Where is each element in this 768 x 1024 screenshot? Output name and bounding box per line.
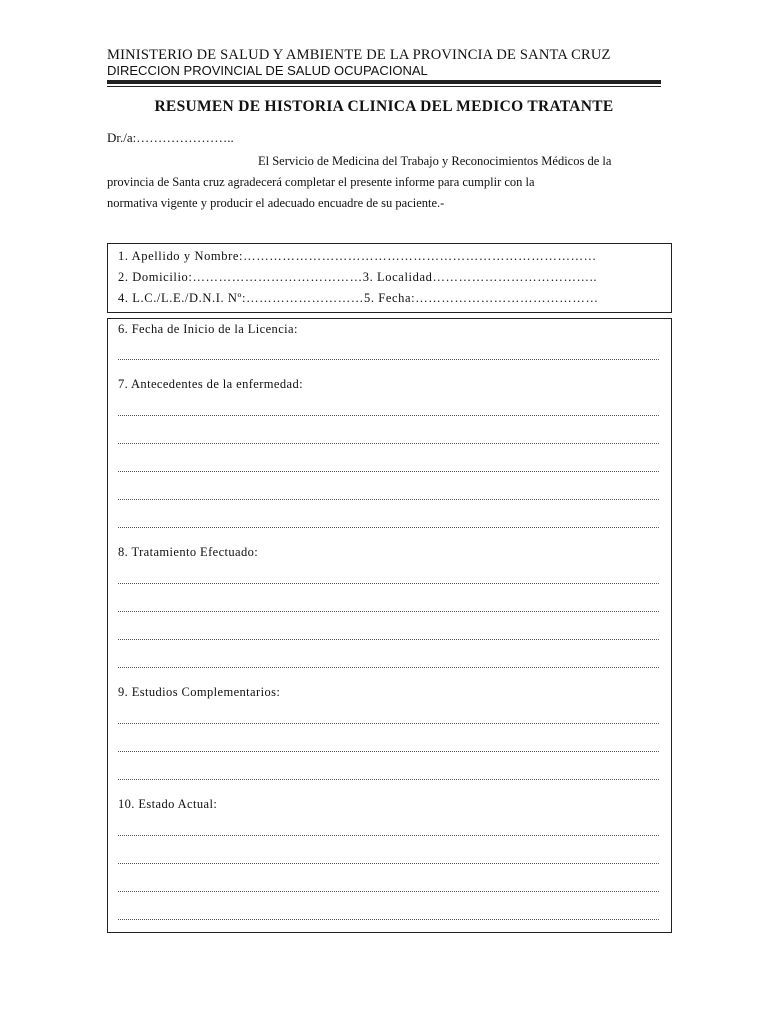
intro-line-1: El Servicio de Medicina del Trabajo y Reconocimientos Médicos de la xyxy=(258,154,612,168)
section-10-line[interactable] xyxy=(118,877,659,892)
patient-data-box xyxy=(107,243,672,313)
direction-subheading: DIRECCION PROVINCIAL DE SALUD OCUPACIONAL xyxy=(107,63,428,78)
section-7-label: 7. Antecedentes de la enfermedad: xyxy=(118,377,303,391)
section-10-label: 10. Estado Actual: xyxy=(118,797,218,811)
section-9-line[interactable] xyxy=(118,709,659,724)
section-9-line[interactable] xyxy=(118,737,659,752)
section-7-line[interactable] xyxy=(118,457,659,472)
section-8-label: 8. Tratamiento Efectuado: xyxy=(118,545,259,559)
section-7-line[interactable] xyxy=(118,513,659,528)
clinical-summary-box xyxy=(107,318,672,933)
section-6-line[interactable] xyxy=(118,345,659,360)
id-date-field[interactable]: 4. L.C./L.E./D.N.I. Nº:………………………5. Fecha:…………………………………… xyxy=(118,291,599,305)
section-9-line[interactable] xyxy=(118,765,659,780)
ministry-heading: MINISTERIO DE SALUD Y AMBIENTE DE LA PROVINCIA DE SANTA CRUZ xyxy=(107,47,611,63)
section-7-line[interactable] xyxy=(118,429,659,444)
section-8-line[interactable] xyxy=(118,625,659,640)
header-rule-thick xyxy=(107,80,661,84)
section-7-line[interactable] xyxy=(118,401,659,416)
address-locality-field[interactable]: 2. Domicilio:…………………………………3. Localidad……………………………….. xyxy=(118,270,598,284)
section-6-label: 6. Fecha de Inicio de la Licencia: xyxy=(118,322,298,336)
section-8-line[interactable] xyxy=(118,569,659,584)
section-7-line[interactable] xyxy=(118,485,659,500)
intro-line-3: normativa vigente y producir el adecuado encuadre de su paciente.- xyxy=(107,196,445,210)
intro-line-2: provincia de Santa cruz agradecerá completar el presente informe para cumplir con la xyxy=(107,175,535,189)
section-10-line[interactable] xyxy=(118,821,659,836)
name-field[interactable]: 1. Apellido y Nombre:……………………………………………………………………… xyxy=(118,249,597,263)
section-8-line[interactable] xyxy=(118,597,659,612)
section-10-line[interactable] xyxy=(118,849,659,864)
section-9-label: 9. Estudios Complementarios: xyxy=(118,685,281,699)
addressee-field[interactable]: Dr./a:………………….. xyxy=(107,130,234,145)
section-10-line[interactable] xyxy=(118,905,659,920)
header-rule-thin xyxy=(107,86,661,87)
section-8-line[interactable] xyxy=(118,653,659,668)
document-title: RESUMEN DE HISTORIA CLINICA DEL MEDICO TRATANTE xyxy=(154,98,614,115)
